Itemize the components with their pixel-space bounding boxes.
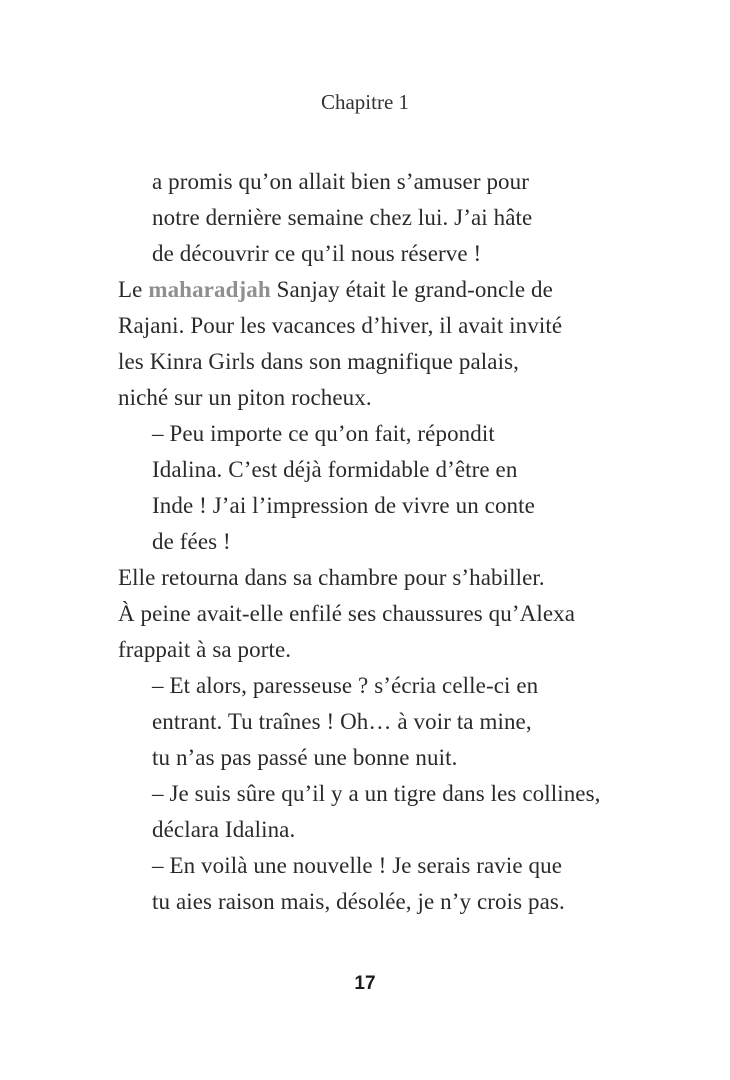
text-line: de découvrir ce qu’il nous réserve ! bbox=[152, 241, 482, 266]
paragraph bbox=[118, 560, 638, 668]
page-body bbox=[118, 164, 638, 920]
text-line: tu aies raison mais, désolée, je n’y crois pas. bbox=[152, 889, 565, 914]
text-line: tu n’as pas passé une bonne nuit. bbox=[152, 745, 458, 770]
paragraph bbox=[118, 416, 638, 560]
text-line: Rajani. Pour les vacances d’hiver, il avait invité bbox=[118, 313, 563, 338]
text-line: les Kinra Girls dans son magnifique palais, bbox=[118, 349, 519, 374]
text-line: notre dernière semaine chez lui. J’ai hâte bbox=[152, 205, 533, 230]
paragraph bbox=[118, 668, 638, 776]
text-line bbox=[118, 272, 638, 308]
text-segment: Sanjay était le grand-oncle de bbox=[270, 277, 553, 302]
keyword-maharadjah: maharadjah bbox=[148, 277, 271, 302]
text-line: Inde ! J’ai l’impression de vivre un conte bbox=[152, 493, 535, 518]
text-line: déclara Idalina. bbox=[152, 817, 296, 842]
chapter-heading: Chapitre 1 bbox=[320, 90, 410, 114]
text-line: entrant. Tu traînes ! Oh… à voir ta mine, bbox=[152, 709, 532, 734]
text-line: de fées ! bbox=[152, 529, 231, 554]
text-line: frappait à sa porte. bbox=[118, 637, 292, 662]
text-line: – Et alors, paresseuse ? s’écria celle-ci en bbox=[152, 673, 539, 698]
paragraph bbox=[118, 272, 638, 416]
text-line: niché sur un piton rocheux. bbox=[118, 385, 372, 410]
paragraph bbox=[118, 848, 638, 920]
text-line: a promis qu’on allait bien s’amuser pour bbox=[152, 169, 530, 194]
text-line: Idalina. C’est déjà formidable d’être en bbox=[152, 457, 518, 482]
text-line: – En voilà une nouvelle ! Je serais ravie que bbox=[152, 853, 563, 878]
text-line: – Peu importe ce qu’on fait, répondit bbox=[152, 421, 495, 446]
text-line: Elle retourna dans sa chambre pour s’habiller. bbox=[118, 565, 545, 590]
text-line: – Je suis sûre qu’il y a un tigre dans les collines, bbox=[152, 781, 601, 806]
page-number: 17 bbox=[354, 973, 376, 994]
paragraph bbox=[118, 776, 638, 848]
text-segment: Le bbox=[118, 277, 149, 302]
text-line: À peine avait-elle enfilé ses chaussures qu’Alexa bbox=[118, 601, 576, 626]
paragraph bbox=[118, 164, 638, 272]
